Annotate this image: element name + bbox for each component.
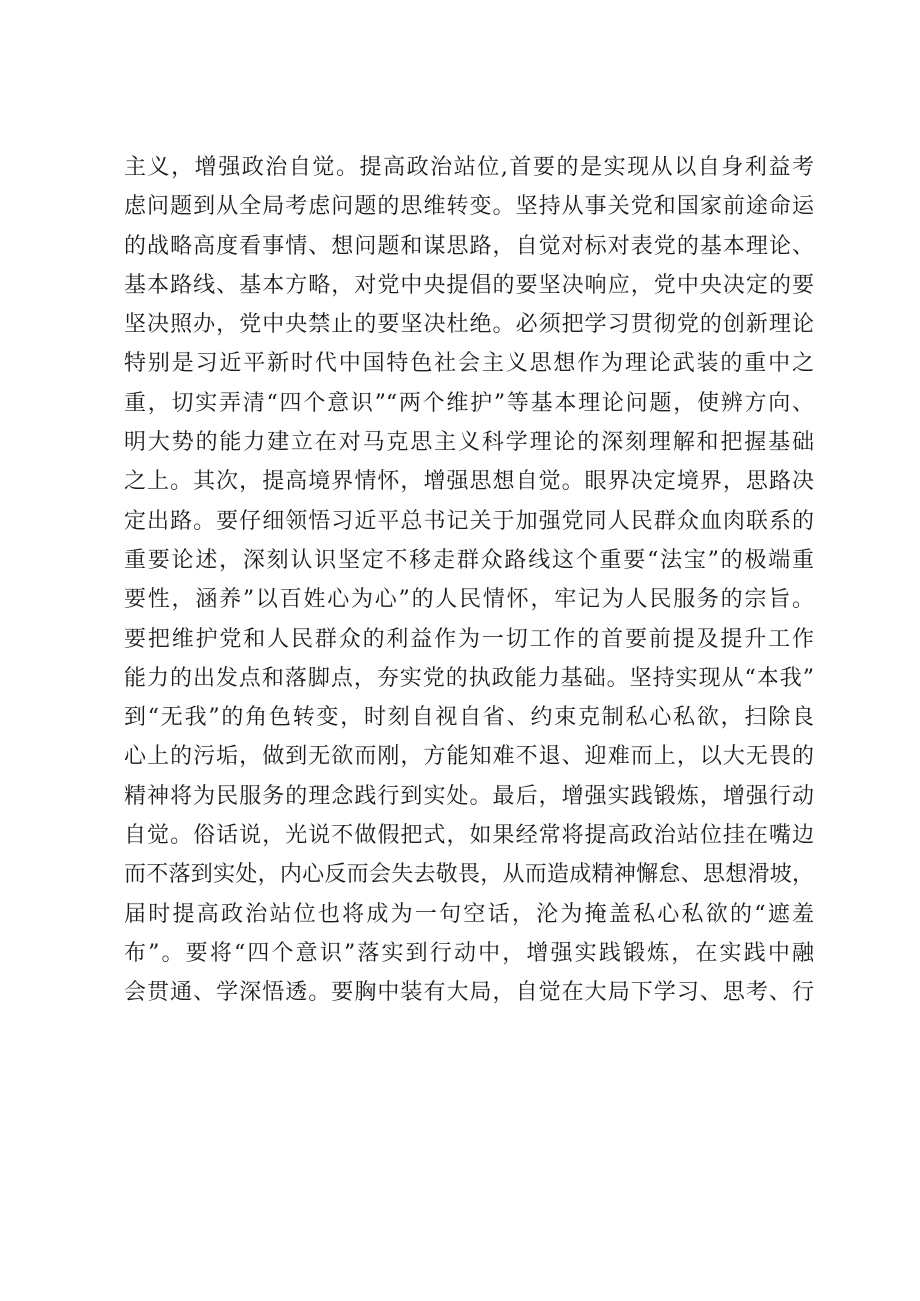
text-line-20: 届时提高政治站位也将成为一句空话，沦为掩盖私心私欲的“遮羞	[124, 901, 814, 927]
text-line-16: 心上的污垢，做到无欲而刚，方能知难不退、迎难而上，以大无畏的	[124, 744, 814, 770]
text-line-11: 重要论述，深刻认识坚定不移走群众路线这个重要“法宝”的极端重	[124, 547, 814, 573]
body-text	[124, 148, 814, 1013]
text-line-9: 之上。其次，提高境界情怀，增强思想自觉。眼界决定境界，思路决	[124, 469, 814, 495]
text-line-17: 精神将为民服务的理念践行到实处。最后，增强实践锻炼，增强行动	[124, 783, 814, 809]
text-line-13: 要把维护党和人民群众的利益作为一切工作的首要前提及提升工作	[124, 626, 814, 652]
text-line-14: 能力的出发点和落脚点，夯实党的执政能力基础。坚持实现从“本我”	[124, 665, 814, 691]
text-line-4: 基本路线、基本方略，对党中央提倡的要坚决响应，党中央决定的要	[124, 272, 814, 298]
text-line-2: 虑问题到从全局考虑问题的思维转变。坚持从事关党和国家前途命运	[124, 194, 814, 220]
text-line-15: 到“无我”的角色转变，时刻自视自省、约束克制私心私欲，扫除良	[124, 705, 814, 731]
text-line-22: 会贯通、学深悟透。要胸中装有大局，自觉在大局下学习、思考、行	[124, 980, 814, 1006]
text-line-6: 特别是习近平新时代中国特色社会主义思想作为理论武装的重中之	[124, 351, 814, 377]
text-line-21: 布”。要将“四个意识”落实到行动中，增强实践锻炼，在实践中融	[124, 940, 814, 966]
text-line-8: 明大势的能力建立在对马克思主义科学理论的深刻理解和把握基础	[124, 430, 814, 456]
text-line-3: 的战略高度看事情、想问题和谋思路，自觉对标对表党的基本理论、	[124, 233, 814, 259]
text-line-19: 而不落到实处，内心反而会失去敬畏，从而造成精神懈怠、思想滑坡，	[124, 862, 814, 888]
text-line-18: 自觉。俗话说，光说不做假把式，如果经常将提高政治站位挂在嘴边	[124, 823, 814, 849]
text-line-10: 定出路。要仔细领悟习近平总书记关于加强党同人民群众血肉联系的	[124, 508, 814, 534]
text-line-1: 主义，增强政治自觉。提高政治站位,首要的是实现从以自身利益考	[124, 155, 814, 180]
text-line-5: 坚决照办，党中央禁止的要坚决杜绝。必须把学习贯彻党的创新理论	[124, 312, 814, 338]
text-line-7: 重，切实弄清“四个意识”“两个维护”等基本理论问题，使辨方向、	[124, 390, 814, 416]
text-line-12: 要性，涵养”以百姓心为心”的人民情怀，牢记为人民服务的宗旨。	[124, 587, 814, 613]
